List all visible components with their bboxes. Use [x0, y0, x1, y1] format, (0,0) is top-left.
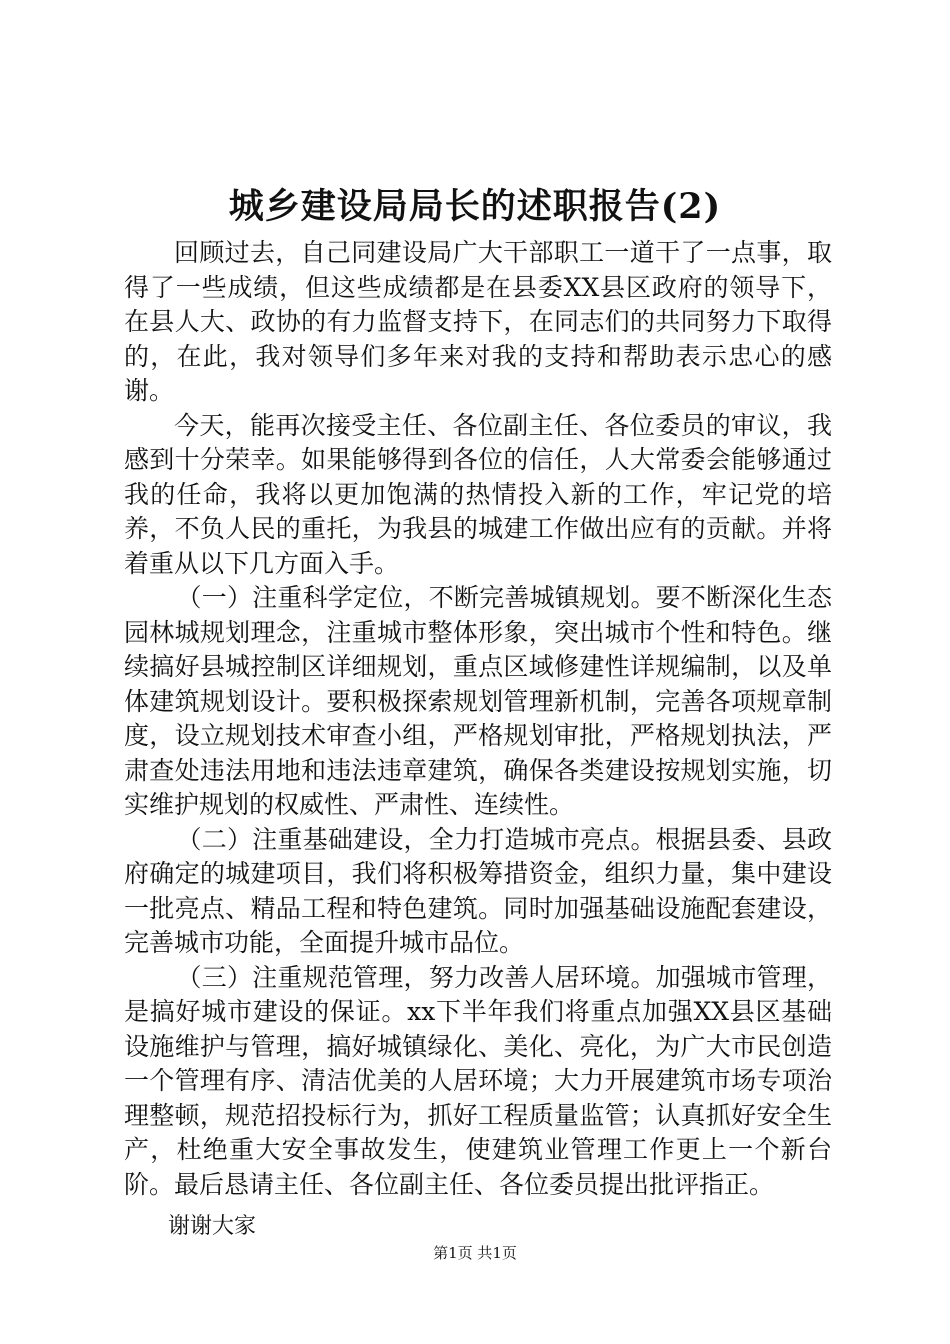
- paragraph-today: 今天，能再次接受主任、各位副主任、各位委员的审议，我感到十分荣幸。如果能够得到各位的信任，人大常委会能够通过我的任命，我将以更加饱满的热情投入新的工作，牢记党的培养，不负人民的重托，为我县的城建工作做出应有的贡献。并将着重从以下几方面入手。: [124, 410, 832, 578]
- document-body: [124, 236, 832, 1245]
- paragraph-item-1: （一）注重科学定位，不断完善城镇规划。要不断深化生态园林城规划理念，注重城市整体形象，突出城市个性和特色。继续搞好县城控制区详细规划，重点区域修建性详规编制，以及单体建筑规划设计。要积极探索规划管理新机制，完善各项规章制度，设立规划技术审查小组，严格规划审批，严格规划执法，严肃查处违法用地和违法违章建筑，确保各类建设按规划实施，切实维护规划的权威性、严肃性、连续性。: [124, 583, 832, 819]
- paragraph-item-3: （三）注重规范管理，努力改善人居环境。加强城市管理，是搞好城市建设的保证。xx下半年我们将重点加强XX县区基础设施维护与管理，搞好城镇绿化、美化、亮化，为广大市民创造一个管理有序、清洁优美的人居环境；大力开展建筑市场专项治理整顿，规范招投标行为，抓好工程质量监管；认真抓好安全生产，杜绝重大安全事故发生，使建筑业管理工作更上一个新台阶。最后恳请主任、各位副主任、各位委员提出批评指正。: [124, 962, 832, 1199]
- document-title: 城乡建设局局长的述职报告(2): [228, 186, 722, 227]
- page-footer: 第1页 共1页: [433, 1244, 517, 1262]
- paragraph-item-2: （二）注重基础建设，全力打造城市亮点。根据县委、县政府确定的城建项目，我们将积极筹措资金，组织力量，集中建设一批亮点、精品工程和特色建筑。同时加强基础设施配套建设，完善城市功能，全面提升城市品位。: [124, 824, 832, 957]
- closing-text: 谢谢大家: [168, 1214, 257, 1239]
- paragraph-review: 回顾过去，自己同建设局广大干部职工一道干了一点事，取得了一些成绩，但这些成绩都是在县委XX县区政府的领导下，在县人大、政协的有力监督支持下，在同志们的共同努力下取得的，在此，我对领导们多年来对我的支持和帮助表示忠心的感谢。: [124, 238, 832, 405]
